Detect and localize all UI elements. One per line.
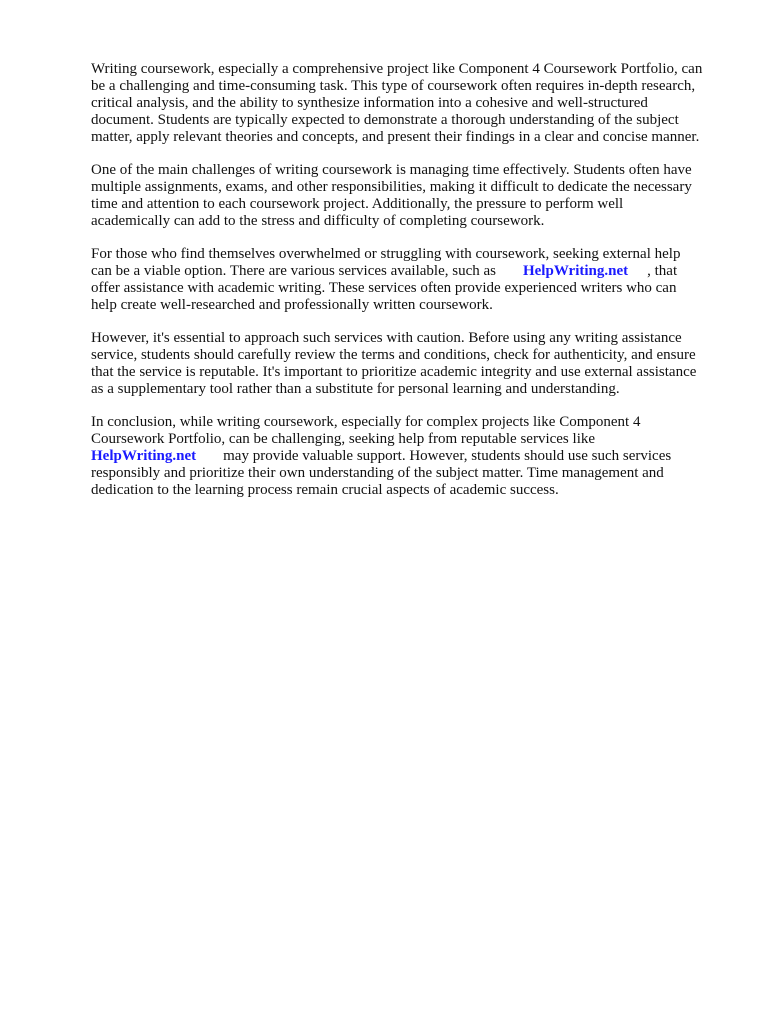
text-segment: may provide valuable support. However, students should use such services <box>223 448 672 464</box>
paragraph-external-help <box>91 246 741 314</box>
text-line: be a challenging and time-consuming task. This type of coursework often requires in-depth research, <box>91 78 696 94</box>
text-line: help create well-researched and professionally written coursework. <box>91 297 493 313</box>
text-segment: , that <box>647 263 678 279</box>
paragraph-intro <box>91 61 741 146</box>
helpwriting-link[interactable]: HelpWriting.net <box>522 263 629 279</box>
paragraph-conclusion <box>91 414 741 499</box>
text-line: Coursework Portfolio, can be challenging, seeking help from reputable services like <box>91 431 596 447</box>
text-line: In conclusion, while writing coursework, especially for complex projects like Component 4 <box>91 414 641 430</box>
document-body <box>91 61 741 515</box>
text-line: responsibly and prioritize their own understanding of the subject matter. Time management and <box>91 465 664 481</box>
text-line: time and attention to each coursework project. Additionally, the pressure to perform well <box>91 196 624 212</box>
helpwriting-link[interactable]: HelpWriting.net <box>91 448 197 464</box>
text-line: multiple assignments, exams, and other responsibilities, making it difficult to dedicate the necessary <box>91 179 692 195</box>
text-line <box>91 263 741 280</box>
text-line: offer assistance with academic writing. These services often provide experienced writers who can <box>91 280 677 296</box>
text-line: Writing coursework, especially a comprehensive project like Component 4 Coursework Portfolio, can <box>91 61 703 77</box>
text-segment: can be a viable option. There are various services available, such as <box>91 263 496 279</box>
text-line: One of the main challenges of writing coursework is managing time effectively. Students often have <box>91 162 692 178</box>
text-line: as a supplementary tool rather than a substitute for personal learning and understanding. <box>91 381 620 397</box>
paragraph-caution <box>91 330 741 398</box>
text-line: dedication to the learning process remain crucial aspects of academic success. <box>91 482 559 498</box>
text-line: academically can add to the stress and difficulty of completing coursework. <box>91 213 545 229</box>
text-line: However, it's essential to approach such services with caution. Before using any writing assistance <box>91 330 682 346</box>
text-line: matter, apply relevant theories and concepts, and present their findings in a clear and concise manner. <box>91 129 700 145</box>
text-line: document. Students are typically expected to demonstrate a thorough understanding of the subject <box>91 112 679 128</box>
text-line <box>91 448 741 465</box>
text-line: For those who find themselves overwhelmed or struggling with coursework, seeking external help <box>91 246 681 262</box>
text-line: service, students should carefully review the terms and conditions, check for authenticity, and ensure <box>91 347 696 363</box>
text-line: that the service is reputable. It's important to prioritize academic integrity and use external assistance <box>91 364 697 380</box>
paragraph-challenges <box>91 162 741 230</box>
text-line: critical analysis, and the ability to synthesize information into a cohesive and well-structured <box>91 95 648 111</box>
